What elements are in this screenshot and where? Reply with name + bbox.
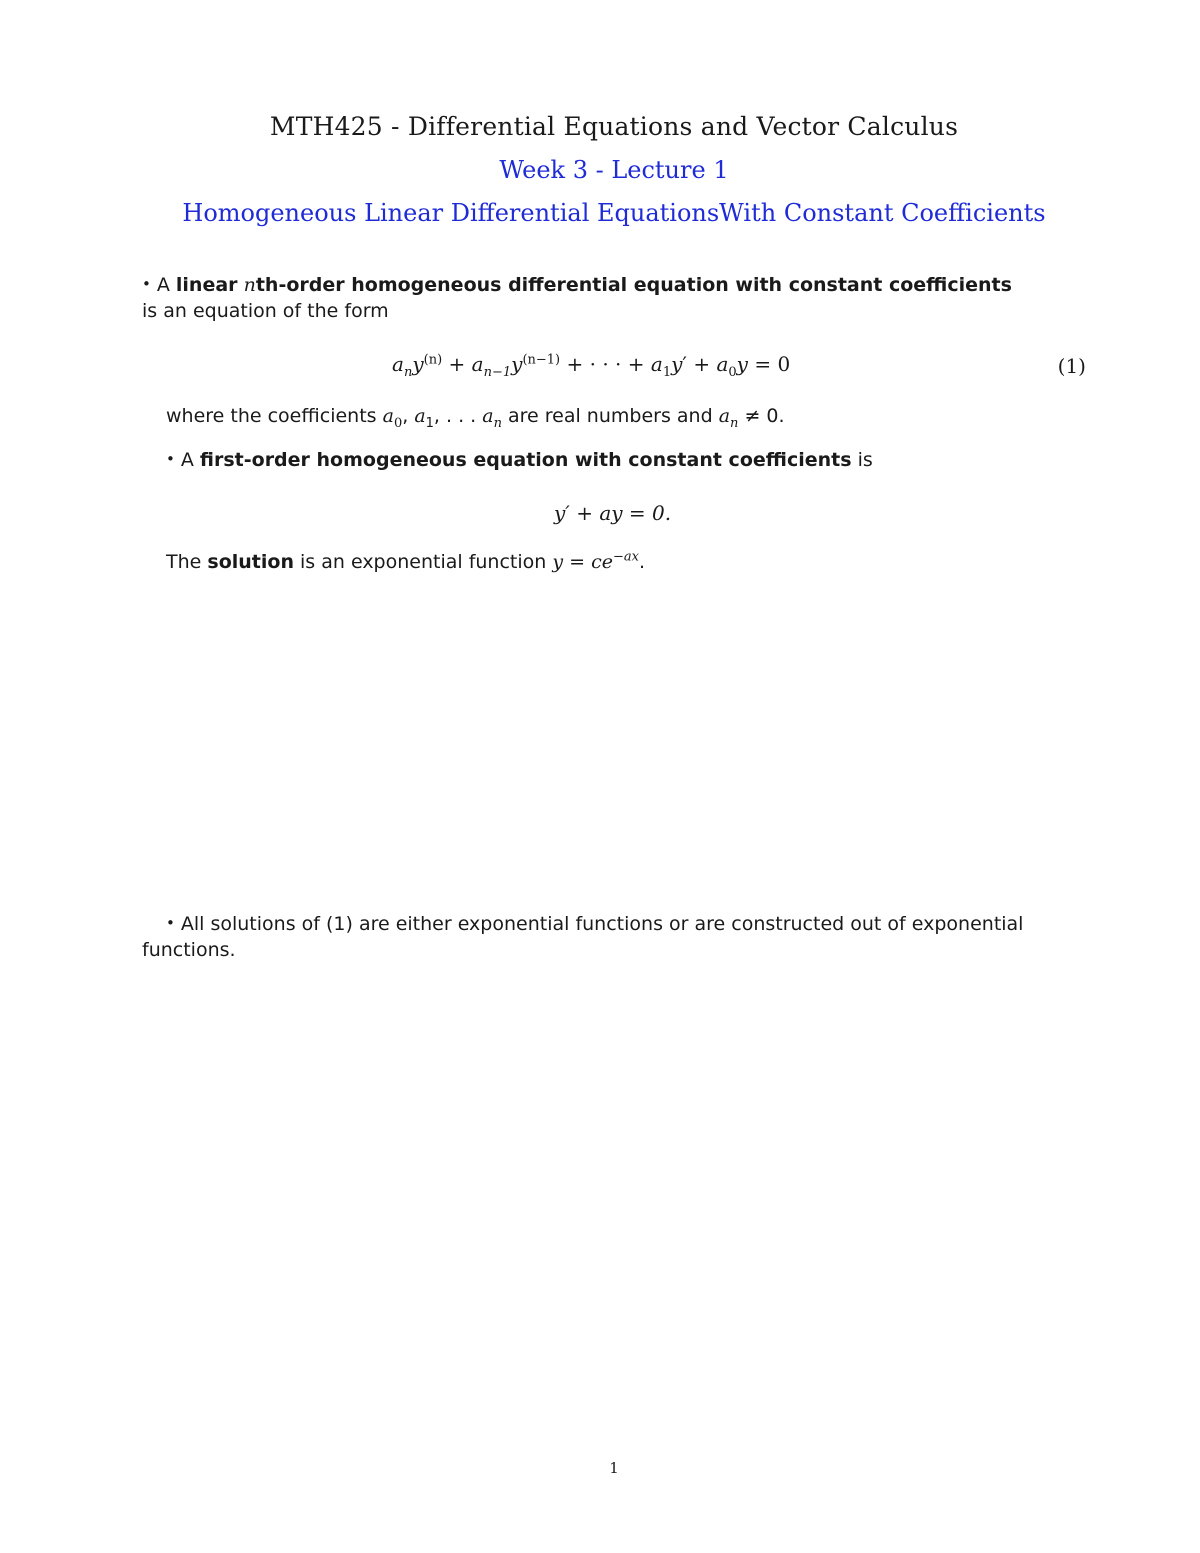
where-sep2: , . . . [433, 405, 483, 427]
coefficients-line [166, 403, 785, 430]
where-an: a [482, 405, 494, 427]
course-title: MTH425 - Differential Equations and Vector Calculus [269, 112, 959, 141]
eq1-a: a [392, 352, 404, 376]
equation-1-number: (1) [1057, 354, 1086, 378]
eq1-a4: a [716, 352, 729, 376]
eq1-plus-4: + [693, 352, 711, 376]
eq1-y2: y [511, 352, 523, 376]
eq1-sub-n-minus-1: n−1 [483, 365, 512, 380]
bullet3-continuation: functions. [142, 939, 236, 961]
solution-line [166, 549, 645, 576]
solution-math: y = ce [552, 551, 613, 573]
where-sub0: 0 [393, 415, 403, 431]
where-subn: n [493, 415, 502, 431]
bullet2-tail: is [857, 449, 873, 471]
bullet2-bold: first-order homogeneous equation with constant coefficients [199, 449, 852, 471]
topic-title: Homogeneous Linear Differential EquationsWith Constant Coefficients [182, 199, 1046, 227]
where-sub1: 1 [425, 415, 434, 431]
eq1-sub-1: 1 [662, 365, 672, 380]
bullet3-line1: All solutions of (1) are either exponential functions or are constructed out of exponential [180, 913, 1024, 935]
solution-text: is an exponential function [300, 551, 547, 573]
lecture-title: Week 3 - Lecture 1 [499, 156, 729, 184]
equation-1 [392, 352, 791, 380]
bullet1-math-n: n [243, 274, 256, 296]
eq1-plus-2: + [566, 352, 584, 376]
page-number: 1 [609, 1459, 619, 1477]
where-a1: a [414, 405, 426, 427]
where-sep1: , [402, 405, 415, 427]
eq1-equals-zero: = 0 [754, 352, 791, 376]
eq1-y: y [412, 352, 424, 376]
eq1-dots: · · · [589, 352, 622, 376]
eq1-y4: y [736, 352, 748, 376]
eq1-a2: a [471, 352, 484, 376]
where-a0: a [382, 405, 394, 427]
eq1-sub-0: 0 [728, 365, 737, 380]
bullet-first-order [166, 446, 873, 474]
bullet1-lead: A [156, 274, 170, 296]
solution-end: . [638, 551, 646, 573]
solution-lead: The [166, 551, 202, 573]
bullet-marker: • [166, 914, 175, 932]
bullet1-continuation: is an equation of the form [142, 300, 389, 322]
bullet-linear-definition [142, 271, 1012, 299]
equation-2: y′ + ay = 0. [554, 501, 672, 525]
bullet-all-solutions [166, 910, 1023, 938]
solution-bold: solution [207, 551, 294, 573]
where-an2: a [718, 405, 731, 427]
bullet1-bold-b: th-order homogeneous differential equation with constant coefficients [255, 274, 1012, 296]
eq1-sup-n-minus-1: (n−1) [522, 352, 561, 368]
eq1-plus-1: + [448, 352, 466, 376]
bullet-marker: • [166, 450, 175, 468]
solution-exponent: −ax [613, 549, 639, 565]
where-text-b: are real numbers and [508, 405, 713, 427]
eq1-sup-n: (n) [423, 352, 443, 368]
bullet-marker: • [142, 275, 151, 293]
eq1-y3: y [671, 352, 683, 376]
bullet1-bold-a: linear [175, 274, 238, 296]
where-subn2: n [730, 415, 739, 431]
bullet2-lead: A [180, 449, 194, 471]
where-text-a: where the coefficients [166, 405, 377, 427]
eq1-sub-n: n [403, 365, 413, 380]
eq1-prime: ′ [682, 352, 687, 376]
eq1-plus-3: + [627, 352, 645, 376]
eq1-a3: a [650, 352, 663, 376]
where-neq: ≠ 0. [744, 405, 785, 427]
